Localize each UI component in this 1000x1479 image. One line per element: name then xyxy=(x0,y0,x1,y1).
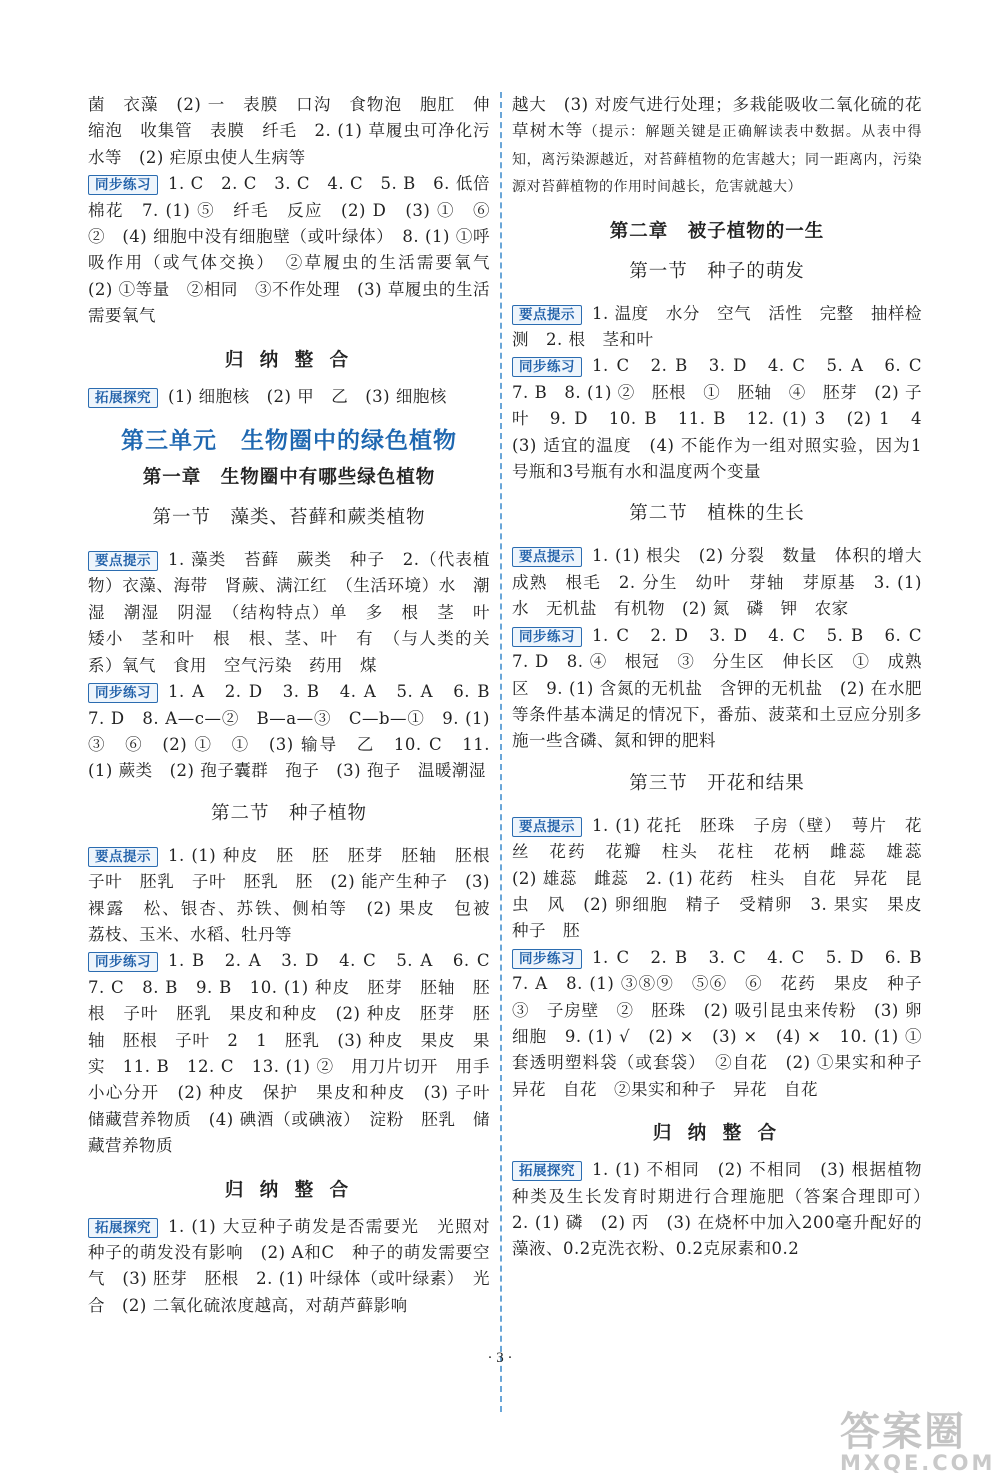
key-points-block xyxy=(512,543,939,622)
sync-practice-tag: 同步练习 xyxy=(88,683,158,703)
watermark-top-text: 答案圈 xyxy=(840,1409,966,1455)
chapter-heading: 第二章 被子植物的一生 xyxy=(609,220,825,242)
answer-text: 越大 (3) 对废气进行处理；多栽能吸收二氧化硫的花草树木等 xyxy=(512,95,922,141)
sync-practice-tag: 同步练习 xyxy=(512,949,582,969)
key-points-tag: 要点提示 xyxy=(512,305,582,325)
unit-heading: 第三单元 生物圈中的绿色植物 xyxy=(121,427,457,455)
sync-practice-tag: 同步练习 xyxy=(512,357,582,377)
expand-block xyxy=(88,1214,490,1320)
summary-heading: 归 纳 整 合 xyxy=(224,349,354,371)
sync-practice-block xyxy=(88,948,507,1159)
chapter-heading: 第一章 生物圈中有哪些绿色植物 xyxy=(142,467,436,489)
sync-practice-block xyxy=(512,945,939,1103)
key-points-block xyxy=(88,843,507,949)
answer-text: 1. C 2. B 3. C 4. C 5. D 6. B 7. A 8. (1) ③⑧⑨ ⑤⑥ ⑥ 花药 果皮 种子 ③ 子房壁 ② 胚珠 (2) 吸引昆虫来传粉 (3) 卵细胞 9. (1) √ (2) × (3) × (4) × 10. (1) ①套透明塑料袋（或套袋） ②自花 (2) ①果实和种子 异花 自花 ②果实和种子 异花 自花 xyxy=(512,947,939,1099)
column-divider xyxy=(500,92,502,1412)
summary-heading: 归 纳 整 合 xyxy=(224,1179,354,1201)
key-points-tag: 要点提示 xyxy=(512,547,582,567)
sync-practice-tag: 同步练习 xyxy=(88,952,158,972)
sync-practice-block xyxy=(512,353,939,485)
answer-text: 1. (1) 大豆种子萌发是否需要光 光照对种子的萌发没有影响 (2) A和C 种子的萌发需要空气 (3) 胚芽 胚根 2. (1) 叶绿体（或叶绿素） 光合 (2) 二氧化硫浓度越高，对葫芦藓影响 xyxy=(88,1216,490,1315)
answer-text: 1. (1) 不相同 (2) 不相同 (3) 根据植物种类及生长发育时期进行合理施肥（答案合理即可） 2. (1) 磷 (2) 丙 (3) 在烧杯中加入200毫升配好的藻液、0.2克洗衣粉、0.2克尿素和0.2 xyxy=(512,1160,939,1259)
watermark-bottom-text: MXQE.COM xyxy=(840,1451,996,1475)
answer-text: 1. C 2. D 3. D 4. C 5. B 6. C 7. D 8. ④ 根冠 ③ 分生区 伸长区 ① 成熟区 9. (1) 含氮的无机盐 含钾的无机盐 (2) 在水肥等条件基本满足的情况下，番茄、菠菜和土豆应分别多施一些含磷、氮和钾的肥料 xyxy=(512,625,939,751)
key-points-block xyxy=(512,813,939,945)
answer-text: 1. C 2. C 3. C 4. C 5. B 6. 低倍 棉花 7. (1) ⑤ 纤毛 反应 (2) D (3) ① ⑥ ② (4) 细胞中没有细胞壁（或叶绿体） 8. (1) ①呼吸作用（或气体交换） ②草履虫的生活需要氧气 (2) ①等量 ②相同 ③不作处理 (3) 草履虫的生活需要氧气 xyxy=(88,174,507,326)
key-points-tag: 要点提示 xyxy=(512,817,582,837)
answer-text: 1. C 2. B 3. D 4. C 5. A 6. C 7. B 8. (1) ② 胚根 ① 胚轴 ④ 胚芽 (2) 子叶 9. D 10. B 11. B 12. (1) 3 (2) 1 4 (3) 适宜的温度 (4) 不能作为一组对照实验，因为1号瓶和3号瓶有水和温度两个变量 xyxy=(512,356,939,482)
expand-tag: 拓展探究 xyxy=(88,1218,158,1238)
section-heading: 第三节 开花和结果 xyxy=(629,772,805,794)
expand-tag: 拓展探究 xyxy=(88,388,158,408)
section-heading: 第一节 藻类、苔藓和蕨类植物 xyxy=(152,507,426,529)
expand-tag: 拓展探究 xyxy=(512,1161,582,1181)
hint-text: （提示：解题关键是正确解读表中数据。从表中得知，离污染源越近，对苔藓植物的危害越大；同一距离内，污染源对苔藓植物的作用时间越长，危害就越大） xyxy=(512,124,923,196)
answer-text: 1. (1) 根尖 (2) 分裂 数量 体积的增大 成熟 根毛 2. 分生 幼叶 芽轴 芽原基 3. (1) 水 无机盐 有机物 (2) 氮 磷 钾 农家 xyxy=(512,546,939,619)
key-points-tag: 要点提示 xyxy=(88,847,158,867)
expand-block xyxy=(512,1157,939,1263)
answer-paragraph: 菌 衣藻 (2) 一 表膜 口沟 食物泡 胞肛 伸缩泡 收集管 表膜 纤毛 2. (1) 草履虫可净化污水等 (2) 疟原虫使人生病等 xyxy=(88,95,490,167)
sync-practice-tag: 同步练习 xyxy=(512,627,582,647)
section-heading: 第二节 植株的生长 xyxy=(629,503,805,525)
answer-text: 1. (1) 种皮 胚 胚 胚芽 胚轴 胚根 子叶 胚乳 子叶 胚乳 胚 (2) 能产生种子 (3) 裸露 松、银杏、苏铁、侧柏等 (2) 果皮 包被 荔枝、玉米、水稻、牡丹等 xyxy=(88,845,507,944)
section-heading: 第二节 种子植物 xyxy=(210,802,367,824)
page-number: · 3 · xyxy=(487,1350,513,1366)
answer-text: 1. (1) 花托 胚珠 子房（壁） 萼片 花丝 花药 花瓣 柱头 花柱 花柄 雌蕊 雄蕊 (2) 雄蕊 雌蕊 2. (1) 花药 柱头 自花 异花 昆虫 风 (2) 卵细胞 精子 受精卵 3. 果实 果皮 种子 胚 xyxy=(512,815,939,941)
watermark-logo xyxy=(840,1400,996,1475)
key-points-tag: 要点提示 xyxy=(88,551,158,571)
left-column xyxy=(88,92,507,1319)
answer-paragraph xyxy=(512,92,922,201)
key-points-block xyxy=(512,301,922,354)
sync-practice-block xyxy=(512,623,939,755)
key-points-block xyxy=(88,547,507,679)
sync-practice-block xyxy=(88,679,507,785)
right-column xyxy=(512,92,939,1263)
sync-practice-tag: 同步练习 xyxy=(88,175,158,195)
sync-practice-block xyxy=(88,171,507,329)
section-heading: 第一节 种子的萌发 xyxy=(629,260,805,282)
answer-text: 1. A 2. D 3. B 4. A 5. A 6. B 7. D 8. A—c—② B—a—③ C—b—① 9. (1) ③ ⑥ (2) ① ① (3) 输导 乙 10. C 11. (1) 蕨类 (2) 孢子囊群 孢子 (3) 孢子 温暖潮湿 xyxy=(88,682,507,781)
answer-text: 1. 温度 水分 空气 活性 完整 抽样检测 2. 根 茎和叶 xyxy=(512,303,922,350)
answer-text: 1. B 2. A 3. D 4. C 5. A 6. C 7. C 8. B 9. B 10. (1) 种皮 胚芽 胚轴 胚根 子叶 胚乳 果皮和种皮 (2) 种皮 胚芽 胚轴 胚根 子叶 2 1 胚乳 (3) 种皮 果皮 果实 11. B 12. C 13. (1) ② 用刀片切开 用手小心分开 (2) 种皮 保护 果皮和种皮 (3) 子叶 储藏营养物质 (4) 碘酒（或碘液） 淀粉 胚乳 储藏营养物质 xyxy=(88,951,507,1156)
expand-block xyxy=(88,384,490,410)
summary-heading: 归 纳 整 合 xyxy=(652,1123,782,1145)
answer-text: (1) 细胞核 (2) 甲 乙 (3) 细胞核 xyxy=(168,386,447,406)
answer-text: 1. 藻类 苔藓 蕨类 种子 2.（代表植物）衣藻、海带 肾蕨、满江红 （生活环境）水 潮湿 潮湿 阴湿 （结构特点）单 多 根 茎 叶 矮小 茎和叶 根 根、茎、叶 有 （与人类的关系）氧气 食用 空气污染 药用 煤 xyxy=(88,550,507,675)
